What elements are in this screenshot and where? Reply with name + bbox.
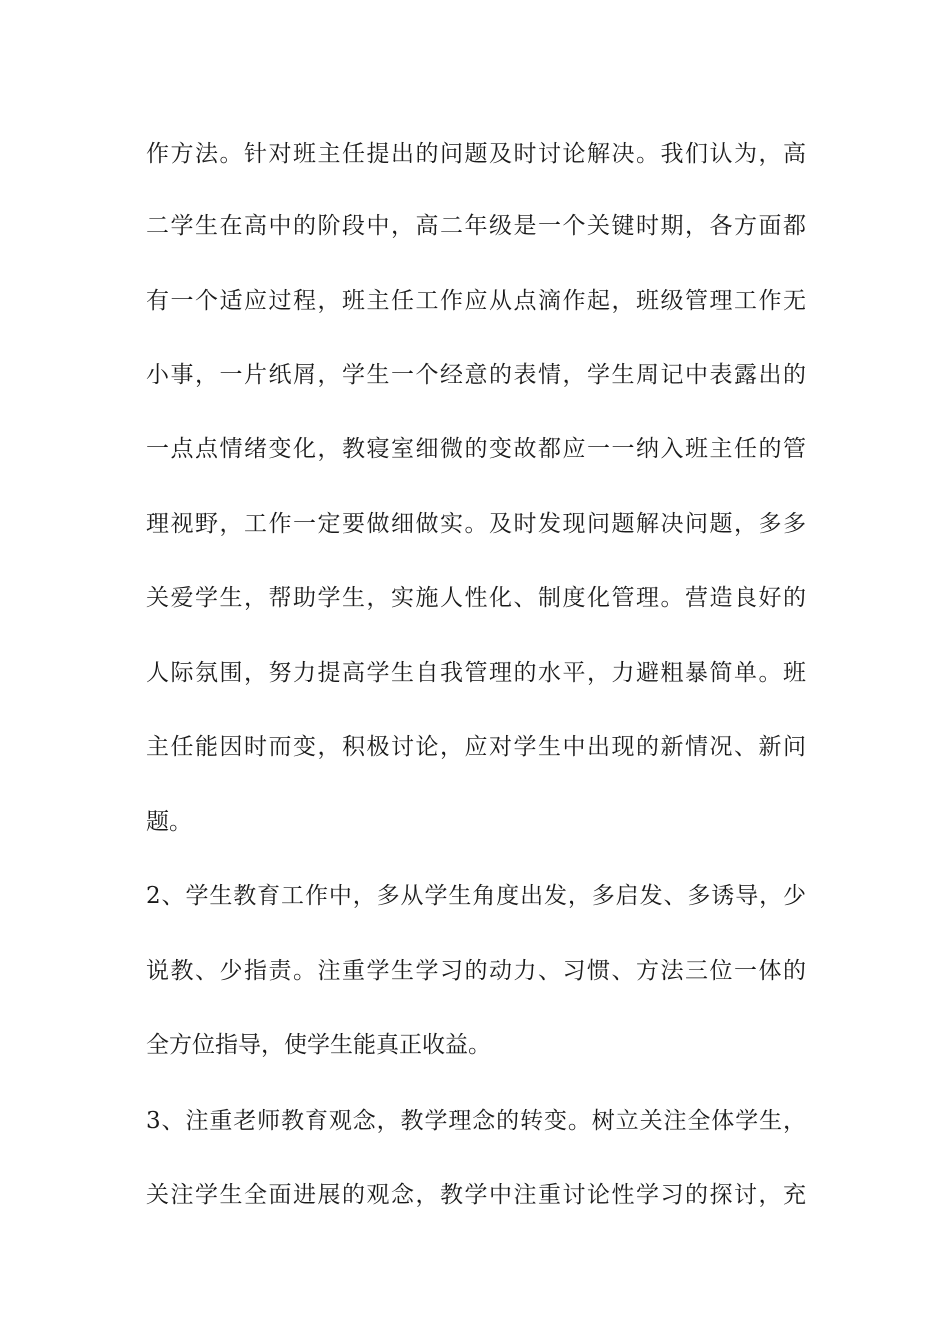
text-line: 全方位指导，使学生能真正收益。 [146,1032,491,1058]
text-line: 二学生在高中的阶段中，高二年级是一个关键时期，各方面都 [146,213,806,239]
text-line: 3、注重老师教育观念，教学理念的转变。树立关注全体学生， [146,1108,806,1134]
text-line: 关爱学生，帮助学生，实施人性化、制度化管理。营造良好的 [146,585,806,611]
text-line: 理视野，工作一定要做细做实。及时发现问题解决问题，多多 [146,511,806,537]
text-line: 说教、少指责。注重学生学习的动力、习惯、方法三位一体的 [146,958,806,984]
text-line: 主任能因时而变，积极讨论，应对学生中出现的新情况、新问 [146,734,806,760]
text-line: 有一个适应过程，班主任工作应从点滴作起，班级管理工作无 [146,288,806,314]
text-line: 一点点情绪变化，教寝室细微的变故都应一一纳入班主任的管 [146,436,806,462]
text-line: 题。 [146,809,192,835]
text-line: 小事，一片纸屑，学生一个经意的表情，学生周记中表露出的 [146,362,806,388]
text-line: 2、学生教育工作中，多从学生角度出发，多启发、多诱导，少 [146,883,806,909]
text-line: 人际氛围，努力提高学生自我管理的水平，力避粗暴简单。班 [146,660,806,686]
text-line: 作方法。针对班主任提出的问题及时讨论解决。我们认为，高 [146,141,806,167]
text-line: 关注学生全面进展的观念，教学中注重讨论性学习的探讨，充 [146,1182,806,1208]
